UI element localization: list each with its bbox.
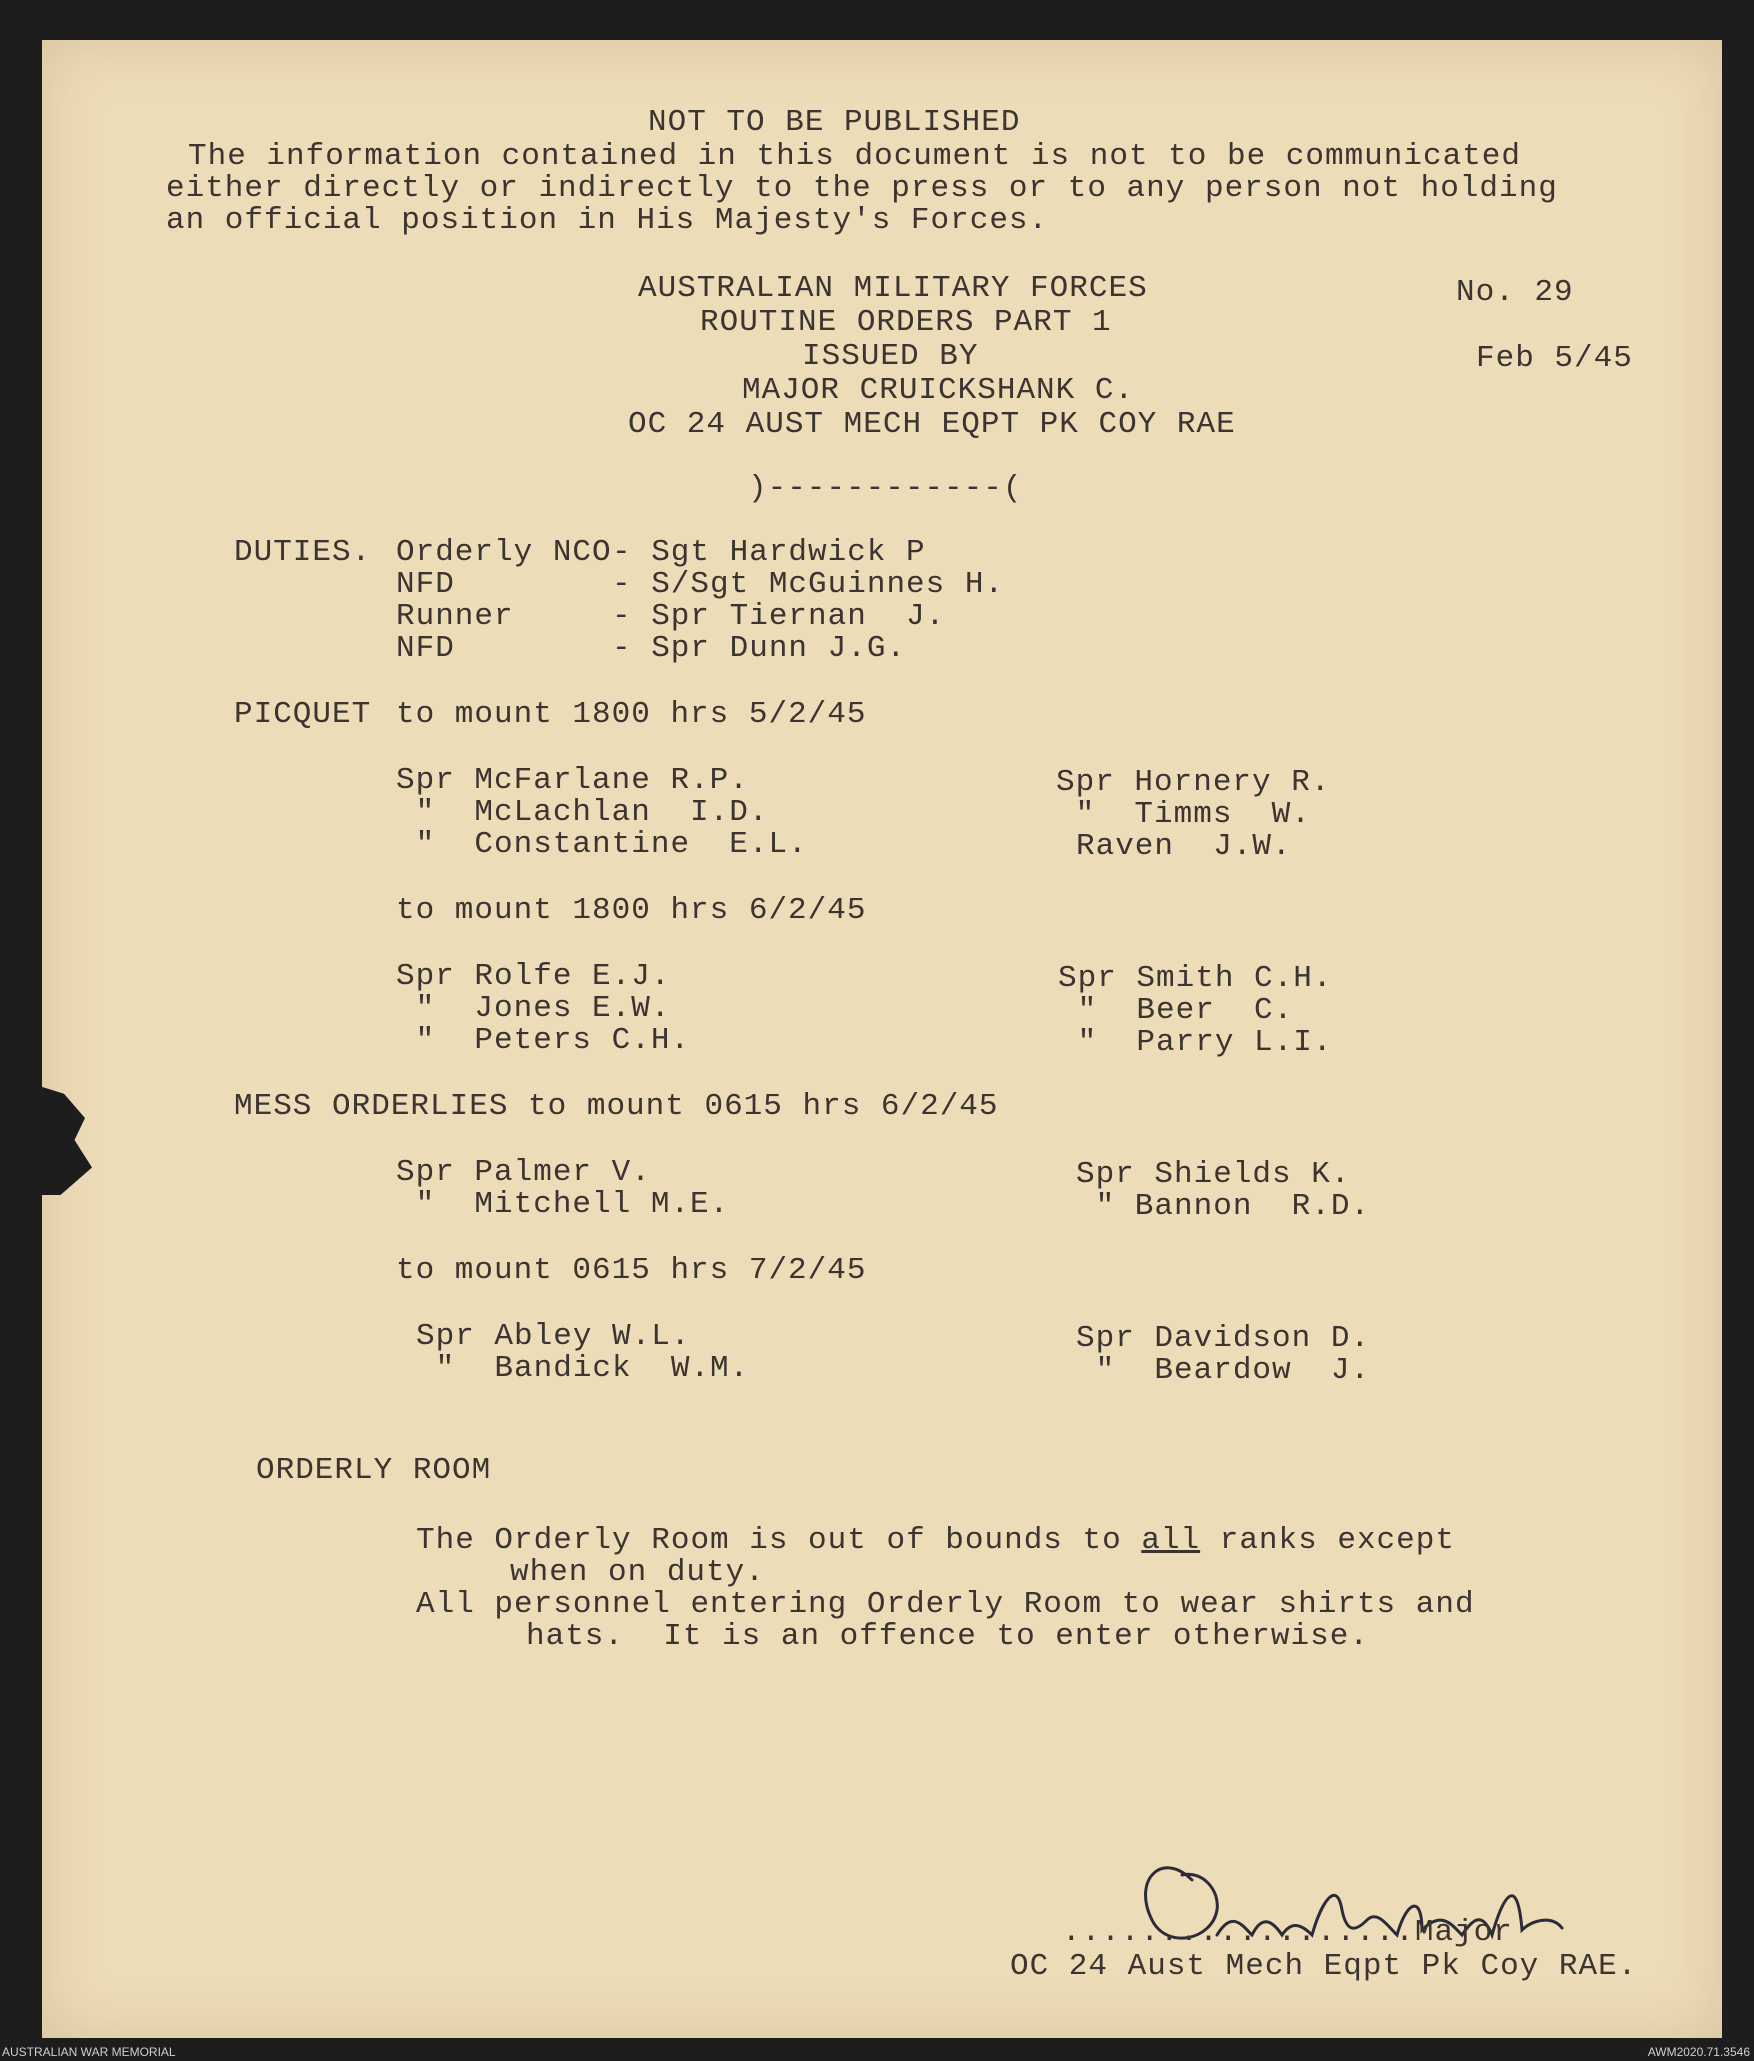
duty-role-1: Orderly NCO — [396, 535, 612, 570]
mess-2-left-2: " Bandick W.M. — [416, 1351, 750, 1386]
notice-line-3: an official position in His Majesty's Forces. — [166, 203, 1049, 238]
picquet-2-right-1: Spr Smith C.H. — [1058, 961, 1333, 996]
signature-unit: OC 24 Aust Mech Eqpt Pk Coy RAE. — [1010, 1949, 1638, 1984]
picquet-1-right-2: " Timms W. — [1056, 797, 1311, 832]
duty-role-3: Runner — [396, 599, 514, 634]
mess-2-right-2: " Beardow J. — [1076, 1353, 1371, 1388]
duties-heading: DUTIES. — [234, 535, 372, 570]
orderly-room-heading: ORDERLY ROOM — [256, 1453, 492, 1488]
duty-person-2: - S/Sgt McGuinnes H. — [612, 567, 1005, 602]
mess-2-left-1: Spr Abley W.L. — [416, 1319, 691, 1354]
footer-accession: AWM2020.71.3546 — [1647, 2045, 1750, 2059]
notice-line-1: The information contained in this document is not to be communicated — [188, 139, 1522, 174]
picquet-1-right-3: Raven J.W. — [1076, 829, 1292, 864]
picquet-1-left-2: " McLachlan I.D. — [396, 795, 769, 830]
mess-1-left-1: Spr Palmer V. — [396, 1155, 651, 1190]
picquet-2-left-1: Spr Rolfe E.J. — [396, 959, 671, 994]
orderly-room-line-4: hats. It is an offence to enter otherwise. — [526, 1619, 1369, 1654]
orderly-room-line-2: when on duty. — [510, 1555, 765, 1590]
picquet-mount-2: to mount 1800 hrs 6/2/45 — [396, 893, 867, 928]
picquet-2-right-3: " Parry L.I. — [1058, 1025, 1333, 1060]
picquet-2-left-3: " Peters C.H. — [396, 1023, 691, 1058]
title-line-4: MAJOR CRUICKSHANK C. — [742, 373, 1135, 408]
restriction-heading: NOT TO BE PUBLISHED — [648, 105, 1021, 140]
footer-archive: AUSTRALIAN WAR MEMORIAL — [2, 2045, 176, 2059]
orderly-room-line-1 — [416, 1524, 1455, 1558]
duty-person-1: - Sgt Hardwick P — [612, 535, 926, 570]
orderly-room-line-1-pre: The Orderly Room is out of bounds to — [416, 1523, 1142, 1558]
mess-mount-2: to mount 0615 hrs 7/2/45 — [396, 1253, 867, 1288]
separator: )------------( — [748, 471, 1023, 506]
duty-role-2: NFD — [396, 567, 455, 602]
picquet-mount-1: to mount 1800 hrs 5/2/45 — [396, 697, 867, 732]
mess-1-right-1: Spr Shields K. — [1076, 1157, 1351, 1192]
orderly-room-line-1-post: ranks except — [1200, 1523, 1455, 1558]
picquet-heading: PICQUET — [234, 697, 372, 732]
order-date: Feb 5/45 — [1476, 341, 1633, 376]
picquet-2-right-2: " Beer C. — [1058, 993, 1294, 1028]
mess-heading: MESS ORDERLIES to mount 0615 hrs 6/2/45 — [234, 1089, 999, 1124]
duty-role-4: NFD — [396, 631, 455, 666]
document-page — [42, 40, 1722, 2038]
mess-1-right-2: " Bannon R.D. — [1076, 1189, 1371, 1224]
title-line-2: ROUTINE ORDERS PART 1 — [700, 305, 1112, 340]
order-number: No. 29 — [1456, 275, 1574, 310]
duty-person-4: - Spr Dunn J.G. — [612, 631, 907, 666]
picquet-2-left-2: " Jones E.W. — [396, 991, 671, 1026]
signature-rank: ..................Major — [1062, 1915, 1513, 1950]
mess-1-left-2: " Mitchell M.E. — [396, 1187, 730, 1222]
notice-line-2: either directly or indirectly to the press or to any person not holding — [166, 171, 1558, 206]
title-line-5: OC 24 AUST MECH EQPT PK COY RAE — [628, 407, 1236, 442]
orderly-room-line-3: All personnel entering Orderly Room to wear shirts and — [416, 1587, 1475, 1622]
mess-2-right-1: Spr Davidson D. — [1076, 1321, 1371, 1356]
duty-person-3: - Spr Tiernan J. — [612, 599, 946, 634]
title-line-1: AUSTRALIAN MILITARY FORCES — [638, 271, 1148, 306]
orderly-room-emphasis: all — [1141, 1523, 1201, 1558]
picquet-1-right-1: Spr Hornery R. — [1056, 765, 1331, 800]
picquet-1-left-3: " Constantine E.L. — [396, 827, 808, 862]
picquet-1-left-1: Spr McFarlane R.P. — [396, 763, 749, 798]
title-line-3: ISSUED BY — [802, 339, 979, 374]
